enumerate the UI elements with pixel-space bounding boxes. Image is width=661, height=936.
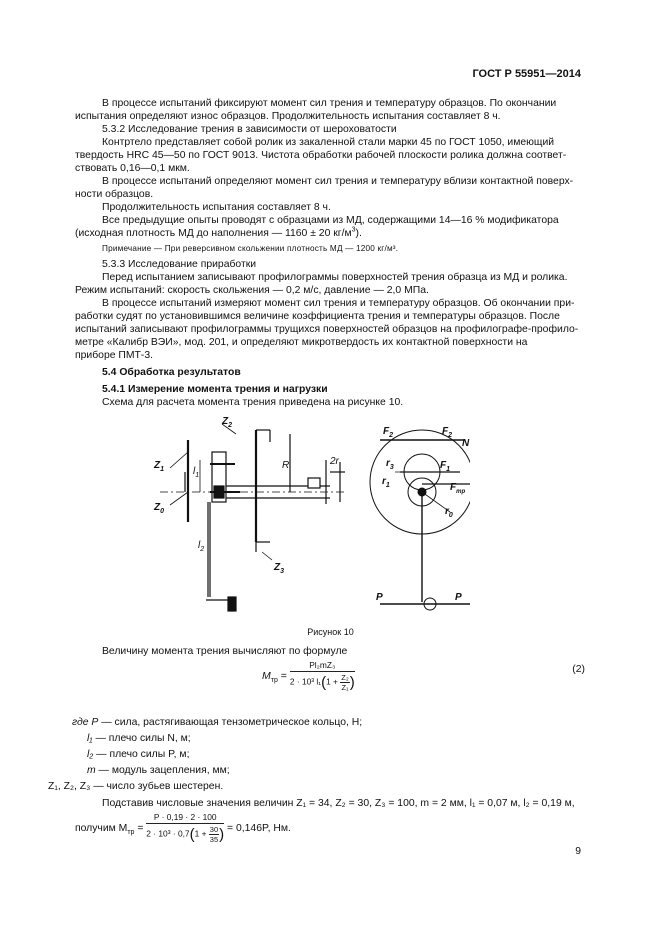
paragraph-line: (исходная плотность МД до наполнения — 1160 ± 20 $кг/м^3$). (75, 226, 362, 239)
label-sub: 2 (389, 432, 394, 439)
legend-line: l₂ — плечо силы P, м; (87, 749, 190, 760)
paragraph-line: твердость HRC 45—50 по ГОСТ 9013. Чистота обработки рабочей плоскости ролика должна соответ- (75, 150, 567, 161)
svg-text:r3 (386, 458, 394, 471)
paragraph-line: Продолжительность испытания составляет 8 ч. (102, 202, 331, 213)
label-l2: l (198, 540, 201, 551)
paragraph-line: В процессе испытаний измеряют момент сил трения и температуру образцов. Об окончании при- (102, 298, 575, 309)
svg-text:r0 (445, 506, 453, 519)
svg-text:Z3 (273, 562, 284, 575)
label-p-right: P (455, 592, 462, 603)
label-sub: 1 (160, 466, 165, 473)
label-sub: 1 (446, 466, 451, 473)
formula-number: (2) (572, 664, 585, 675)
figure-10-diagram (140, 412, 470, 622)
label-p-left: P (376, 592, 383, 603)
legend-line: Z₁, Z₂, Z₃ — число зубьев шестерен. (48, 781, 224, 792)
paragraph-line: приборе ПМТ-3. (75, 350, 153, 361)
formula-2: $M_{тр}$ = Pl₂mZ₃ 2 · 10³ l₁(1 + $\frac{\text{Z₂}}{\text{Z₁}}$ ) (262, 660, 355, 692)
label-f2: F (442, 426, 449, 437)
paragraph-line: В процессе испытаний определяют момент сил трения и температуру вблизи контактной поверх- (102, 176, 574, 187)
label-f1: F (440, 460, 447, 471)
svg-text:F2 (442, 426, 452, 439)
label-sub: 0 (448, 512, 453, 519)
legend-line: l₁ — плечо силы N, м; (87, 733, 191, 744)
label-sub: тр (456, 489, 466, 495)
paragraph-line: Подставив числовые значения величин Z₁ = 34, Z₂ = 30, Z₃ = 100, m = 2 мм, l₁ = 0,07 м, l₂ = 0,19 м, (102, 798, 575, 809)
label-l1: l (193, 466, 196, 477)
paragraph-line: испытания определяют износ образцов. Продолжительность испытания составляет 8 ч. (75, 111, 501, 122)
paragraph-line: метре «Калибр ВЭИ», мод. 201, и определяют микротвердость их контактной поверхности на (75, 337, 528, 348)
paragraph-line: Схема для расчета момента трения приведена на рисунке 10. (102, 397, 404, 408)
label-sub: 0 (160, 508, 165, 515)
label-r0: r (445, 506, 449, 517)
paragraph-line: Все предыдущие опыты проводят с образцами из МД, содержащими 14—16 % модификатора (102, 215, 559, 226)
svg-text:l1 (193, 466, 199, 479)
substitution-formula: получим $M_{тр}$ = P · 0,19 · 2 · 100 2 · 10³ · 0,7(1 + $\frac{30}{35}$ ) = 0,146P, Нм. (75, 812, 291, 844)
label-r1: r (382, 476, 386, 487)
note: Примечание — При реверсивном скольжении плотность МД — 1200 кг/м³. (102, 244, 399, 253)
paragraph-line: Перед испытанием записывают профилограммы поверхностей трения образца из МД и ролика. (102, 272, 568, 283)
legend-line: где P — сила, растягивающая тензометрическое кольцо, Н; (72, 717, 363, 728)
label-sub: 3 (389, 464, 394, 471)
label-z0: Z (154, 502, 161, 513)
paragraph-line: работки судят по установившимся величине коэффициента трения и температуры образцов. После (75, 311, 560, 322)
paragraph-line: испытаний записывают профилограммы трущихся поверхностей образцов на профилографе-профило- (75, 324, 579, 335)
svg-text:r1 (382, 476, 390, 489)
label-sub: 3 (280, 568, 285, 575)
label-f2: F (383, 426, 390, 437)
label-z3: Z (274, 562, 281, 573)
label-sub: 1 (385, 482, 390, 489)
paragraph-line: Величину момента трения вычисляют по формуле (102, 646, 348, 657)
label-r3: r (386, 458, 390, 469)
label-sub: 2 (448, 432, 453, 439)
section-heading: 5.3.2 Исследование трения в зависимости от шероховатости (102, 124, 397, 135)
page-number: 9 (575, 846, 581, 857)
document-code: ГОСТ Р 55951—2014 (472, 68, 581, 80)
paragraph-line: Режим испытаний: скорость скольжения — 0,2 м/с, давление — 2,0 МПа. (75, 285, 429, 296)
svg-text:Z0 (153, 502, 164, 515)
svg-text:Z1 (153, 460, 164, 473)
label-ftr: F (450, 482, 457, 493)
label-sub: 2 (200, 546, 205, 553)
svg-text:l2 (198, 540, 204, 553)
legend-line: m — модуль зацепления, мм; (87, 765, 230, 776)
svg-text:F1 (440, 460, 450, 473)
paragraph-line: ствовать 0,16—0,1 мкм. (75, 163, 190, 174)
paragraph-line: ности образцов. (75, 189, 154, 200)
label-2r: 2r (330, 456, 339, 467)
paragraph-line: Контртело представляет собой ролик из закаленной стали марки 45 по ГОСТ 1050, имеющий (102, 137, 555, 148)
label-z1: Z (154, 460, 161, 471)
paragraph-line: В процессе испытаний фиксируют момент сил трения и температуру образцов. По окончании (102, 98, 557, 109)
label-r: R (282, 460, 290, 471)
section-heading: 5.4.1 Измерение момента трения и нагрузки (102, 384, 328, 395)
label-n: N (462, 438, 470, 449)
svg-text:F2 (383, 426, 393, 439)
label-sub: 1 (195, 472, 200, 479)
figure-caption: Рисунок 10 (307, 627, 354, 637)
section-heading: 5.3.3 Исследование приработки (102, 259, 257, 270)
label-z2: Z (222, 416, 229, 427)
label-sub: 2 (228, 422, 233, 429)
section-heading: 5.4 Обработка результатов (102, 367, 241, 378)
